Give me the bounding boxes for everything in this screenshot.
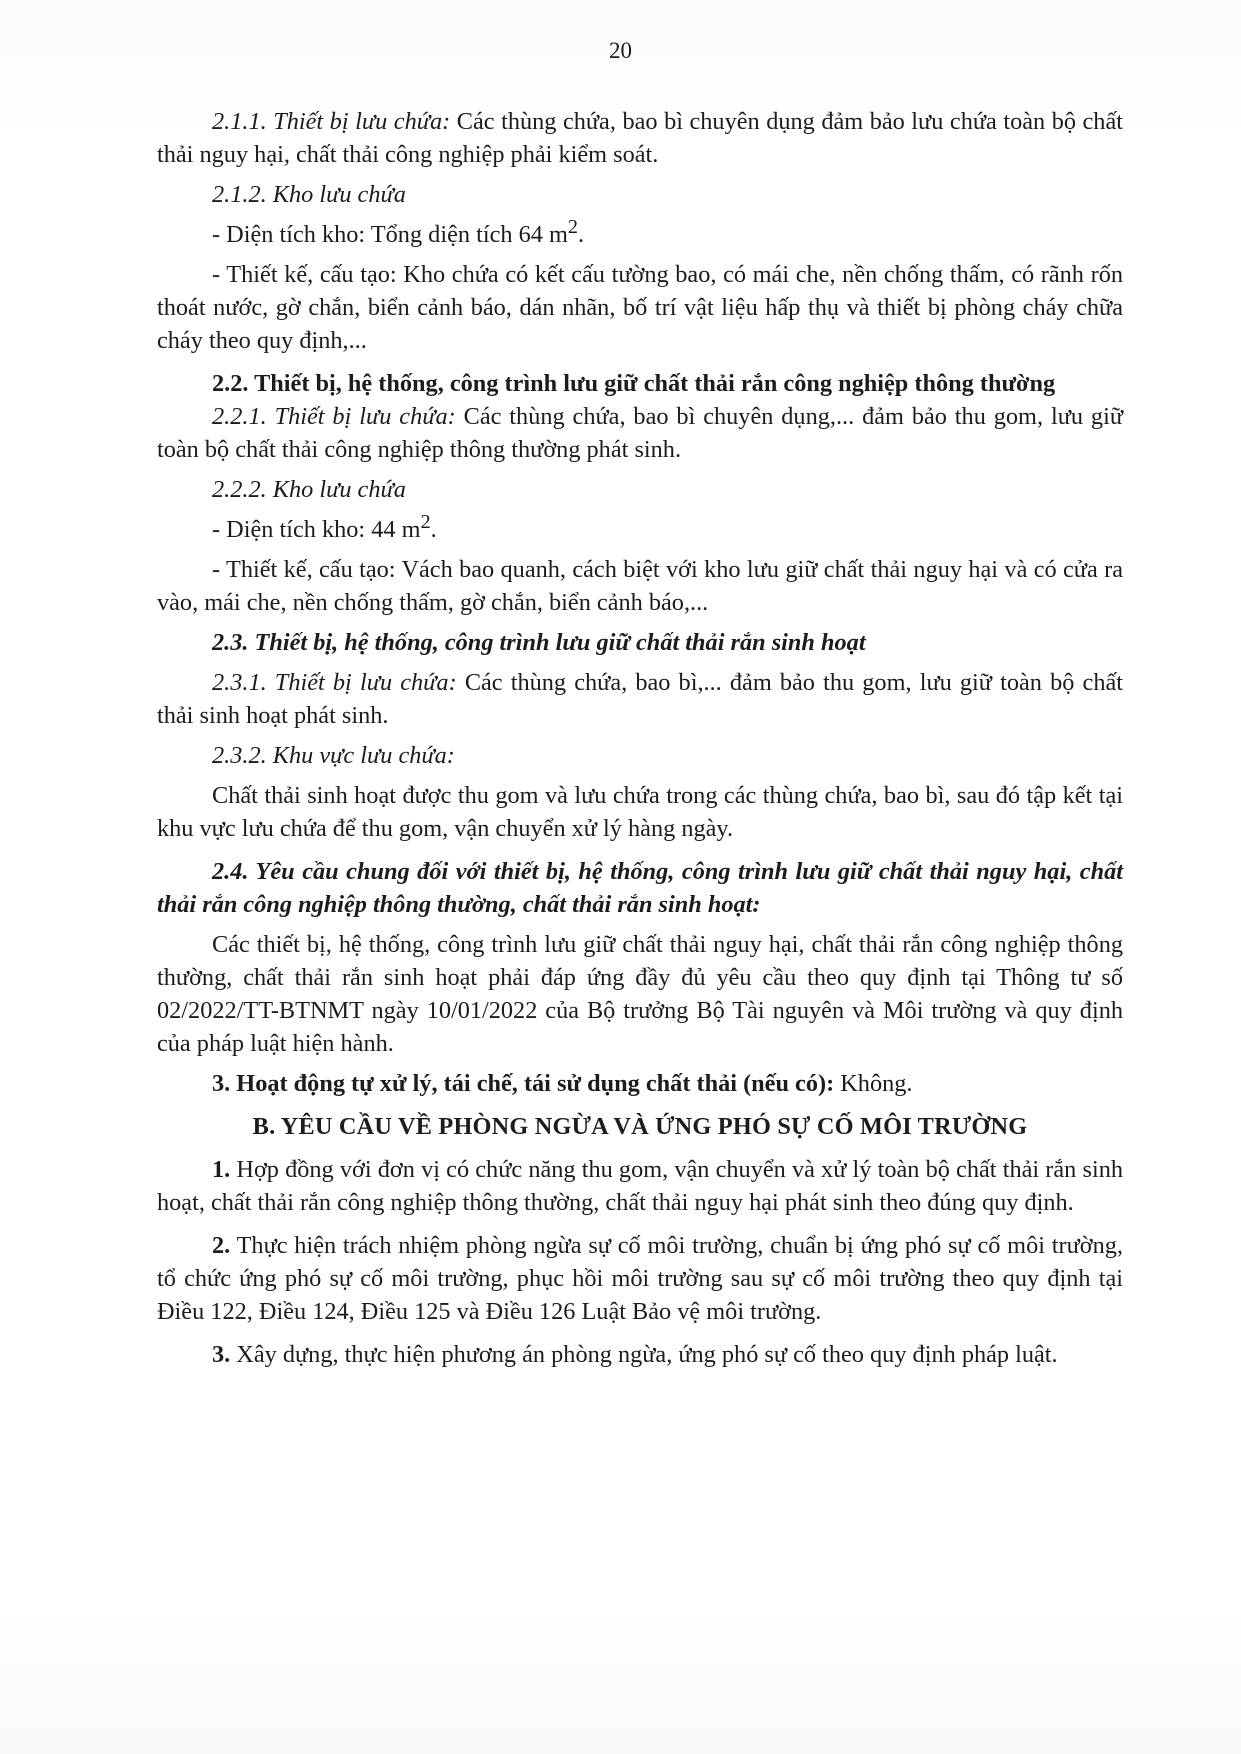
area-2-2-2-end: . [430,516,437,544]
area-2-1-2 [157,211,1123,251]
area-2-2-2-sup: 2 [420,511,431,534]
label-2-3-1: 2.3.1. Thiết bị lưu chứa: [212,669,457,697]
document-body [157,105,1123,1371]
area-2-1-2-sup: 2 [567,216,578,238]
heading-part-b: B. YÊU CẦU VỀ PHÒNG NGỪA VÀ ỨNG PHÓ SỰ CỐ MÔI TRƯỜNG [252,1113,1028,1141]
heading-2-4: 2.4. Yêu cầu chung đối với thiết bị, hệ thống, công trình lưu giữ chất thải nguy hại, chất thải rắn công nghiệp thông thường, chất thải rắn sinh hoạt: [157,858,1123,919]
paragraph-2-1-1 [157,105,1123,171]
part-b-item-1-text: Hợp đồng với đơn vị có chức năng thu gom, vận chuyển và xử lý toàn bộ chất thải rắn sinh hoạt, chất thải rắn công nghiệp thông thường, chất thải nguy hại phát sinh theo đúng quy định. [157,1156,1123,1217]
label-2-1-1: 2.1.1. Thiết bị lưu chứa: [212,108,451,135]
area-2-1-2-text: - Diện tích kho: Tổng diện tích 64 m [212,221,568,249]
text-2-1-1: Các thùng chứa, bao bì chuyên dụng đảm bảo lưu chứa toàn bộ chất thải nguy hại, chất thải công nghiệp phải kiểm soát. [157,108,1123,168]
area-2-2-2-text: - Diện tích kho: 44 m [212,516,421,544]
page-number: 20 [609,38,632,63]
part-b-item-2 [157,1229,1123,1328]
part-b-item-3 [157,1338,1123,1371]
paragraph-2-3-1 [157,666,1123,732]
part-b-item-2-num: 2. [212,1232,231,1260]
part-b-item-3-text: Xây dựng, thực hiện phương án phòng ngừa, ứng phó sự cố theo quy định pháp luật. [230,1341,1058,1369]
part-b-item-1-num: 1. [212,1156,231,1184]
heading-3: 3. Hoạt động tự xử lý, tái chế, tái sử dụng chất thải (nếu có): [212,1070,835,1098]
text-2-3-2: Chất thải sinh hoạt được thu gom và lưu chứa trong các thùng chứa, bao bì, sau đó tập kết tại khu vực lưu chứa để thu gom, vận chuyển xử lý hàng ngày. [157,782,1123,843]
text-2-2-1: Các thùng chứa, bao bì chuyên dụng,... đảm bảo thu gom, lưu giữ toàn bộ chất thải công nghiệp thông thường phát sinh. [157,403,1123,464]
part-b-item-3-num: 3. [212,1341,231,1369]
label-2-2-1: 2.2.1. Thiết bị lưu chứa: [212,403,456,431]
design-2-2-2: - Thiết kế, cấu tạo: Vách bao quanh, cách biệt với kho lưu giữ chất thải nguy hại và có cửa ra vào, mái che, nền chống thấm, gờ chắn, biển cảnh báo,... [157,556,1123,617]
text-2-3-1: Các thùng chứa, bao bì,... đảm bảo thu gom, lưu giữ toàn bộ chất thải sinh hoạt phát sinh. [157,669,1123,730]
heading-2-2: 2.2. Thiết bị, hệ thống, công trình lưu giữ chất thải rắn công nghiệp thông thường [212,370,1056,398]
text-2-4: Các thiết bị, hệ thống, công trình lưu giữ chất thải nguy hại, chất thải rắn công nghiệp thông thường, chất thải rắn sinh hoạt phải đáp ứng đầy đủ yêu cầu theo quy định tại Thông tư số 02/2022/TT-BTNMT ngày 10/01/2022 của Bộ trưởng Bộ Tài nguyên và Môi trường và quy định của pháp luật hiện hành. [157,931,1123,1058]
paragraph-3 [157,1067,1123,1100]
design-2-1-2: - Thiết kế, cấu tạo: Kho chứa có kết cấu tường bao, có mái che, nền chống thấm, có rãnh rốn thoát nước, gờ chắn, biển cảnh báo, dán nhãn, bố trí vật liệu hấp thụ và thiết bị phòng cháy chữa cháy theo quy định,... [157,261,1123,355]
part-b-item-1 [157,1153,1123,1219]
label-2-3-2: 2.3.2. Khu vực lưu chứa: [212,742,455,770]
label-2-2-2: 2.2.2. Kho lưu chứa [212,476,406,504]
part-b-item-2-text: Thực hiện trách nhiệm phòng ngừa sự cố môi trường, chuẩn bị ứng phó sự cố môi trường, tổ chức ứng phó sự cố môi trường, phục hồi môi trường sau sự cố môi trường theo quy định tại Điều 122, Điều 124, Điều 125 và Điều 126 Luật Bảo vệ môi trường. [157,1232,1123,1326]
heading-2-3: 2.3. Thiết bị, hệ thống, công trình lưu giữ chất thải rắn sinh hoạt [212,629,866,657]
area-2-1-2-end: . [577,221,585,249]
area-2-2-2 [157,506,1123,546]
paragraph-2-2-1 [157,400,1123,466]
label-2-1-2: 2.1.2. Kho lưu chứa [212,181,406,208]
text-3: Không. [834,1070,913,1098]
